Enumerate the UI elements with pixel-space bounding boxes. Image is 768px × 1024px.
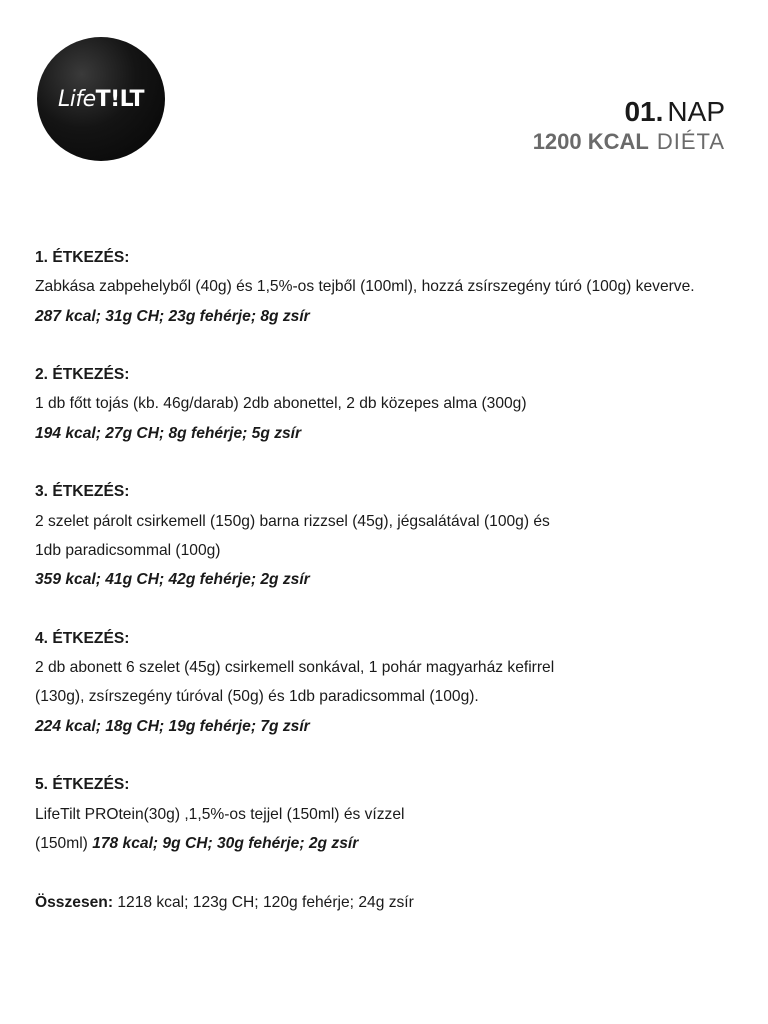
- meal-description: [35, 829, 745, 858]
- meal-5: [35, 770, 745, 858]
- meal-macros: 224 kcal; 18g CH; 19g fehérje; 7g zsír: [35, 717, 310, 735]
- diet-subtitle: [533, 128, 725, 156]
- meal-macros: 287 kcal; 31g CH; 23g fehérje; 8g zsír: [35, 307, 310, 325]
- day-number: 01.: [624, 96, 664, 127]
- kcal-label: 1200 KCAL: [532, 129, 649, 154]
- page-header: [533, 96, 725, 156]
- logo-text: [58, 87, 144, 112]
- meal-description: LifeTilt PROtein(30g) ,1,5%-os tejjel (150ml) és vízzel: [35, 805, 405, 823]
- meal-description: 1 db főtt tojás (kb. 46g/darab) 2db abonettel, 2 db közepes alma (300g): [35, 395, 527, 413]
- diet-label: DIÉTA: [656, 129, 725, 154]
- meal-title: 3. ÉTKEZÉS:: [35, 483, 130, 501]
- day-title: [533, 96, 725, 128]
- meal-description: 2 db abonett 6 szelet (45g) csirkemell sonkával, 1 pohár magyarház kefirrel: [35, 659, 555, 677]
- meal-description: 2 szelet párolt csirkemell (150g) barna rizzsel (45g), jégsalátával (100g) és: [35, 512, 550, 530]
- logo-text-tilt: T!LT: [95, 86, 145, 112]
- lifetilt-logo: [37, 37, 165, 161]
- meal-2: [35, 360, 745, 448]
- meal-macros: 178 kcal; 9g CH; 30g fehérje; 2g zsír: [92, 834, 359, 852]
- meal-description: 1db paradicsommal (100g): [35, 541, 221, 559]
- total-label: Összesen:: [35, 893, 114, 911]
- meal-title: 4. ÉTKEZÉS:: [35, 629, 130, 647]
- meal-3: [35, 477, 745, 594]
- day-word: NAP: [667, 96, 725, 127]
- meal-title: 1. ÉTKEZÉS:: [35, 249, 130, 266]
- total-value: 1218 kcal; 123g CH; 120g fehérje; 24g zsír: [113, 893, 414, 911]
- meal-1: [35, 243, 745, 331]
- meal-description: Zabkása zabpehelyből (40g) és 1,5%-os tejből (100ml), hozzá zsírszegény túró (100g) keverve.: [35, 278, 695, 296]
- logo-text-life: Life: [57, 86, 96, 112]
- meal-title: 5. ÉTKEZÉS:: [35, 776, 130, 794]
- meal-description-prefix: (150ml): [35, 834, 93, 852]
- daily-total: [35, 888, 745, 917]
- meal-plan: [35, 243, 745, 917]
- meal-description: (130g), zsírszegény túróval (50g) és 1db paradicsommal (100g).: [35, 688, 479, 706]
- meal-4: [35, 624, 745, 741]
- meal-macros: 194 kcal; 27g CH; 8g fehérje; 5g zsír: [35, 424, 302, 442]
- meal-macros: 359 kcal; 41g CH; 42g fehérje; 2g zsír: [35, 571, 310, 589]
- meal-title: 2. ÉTKEZÉS:: [35, 366, 130, 384]
